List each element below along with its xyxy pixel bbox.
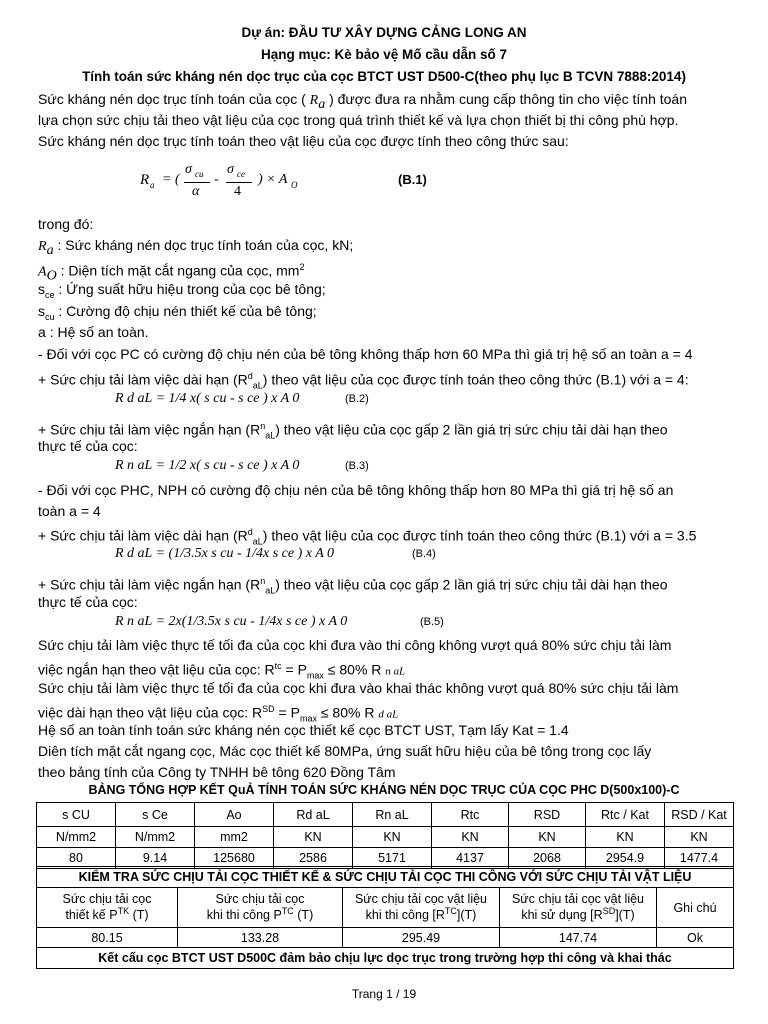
fraction-bar-1 [184,182,210,183]
phc-short-term-2: thực tế của cọc: [38,594,138,610]
hdr-scu: s CU [37,803,116,827]
table2-title: KIỂM TRA SỨC CHỊU TẢI CỌC THIẾT KẾ & SỨC CHỊU TẢI CỌC THI CÔNG VỚI SỨC CHỊU TẢI VẬT LIỆU [37,867,734,888]
eq-b4: R d aL = (1/3.5x s cu - 1/4x s ce ) x A 0 [115,546,335,561]
project-title: Dự án: ĐẦU TƯ XÂY DỰNG CẢNG LONG AN [241,25,527,40]
value-cell: 1477.4 [665,848,734,869]
conclusion-row: Kết cấu cọc BTCT UST D500C đảm bảo chịu lực dọc trục trong trường hợp thi công và khai thác [37,948,734,969]
calc-title: Tính toán sức kháng nén dọc trục của cọc BTCT UST D500-C(theo phụ lục B TCVN 7888:2014) [82,69,686,84]
unit-cell: KN [586,827,665,848]
eq-b5-tag: (B.5) [420,616,444,628]
where-label: trong đó: [38,216,94,232]
def-sce: $s_{ce}$ : Ứng suất hữu hiệu trong của cọc bê tông; [38,281,326,300]
hdr-sce: s Ce [116,803,195,827]
formula-tag: (B.1) [398,172,427,187]
unit-cell: KN [509,827,586,848]
limit-line-1: Sức chịu tải làm việc thực tế tối đa của cọc khi đưa vào thi công không vượt quá 80% sức chịu tải làm [38,637,672,653]
unit-cell: mm2 [195,827,274,848]
def-a: a : Hệ số an toàn. [38,324,149,340]
item-title: Hạng mục: Kè bảo vệ Mố cầu dẫn số 7 [260,47,508,62]
hdr-rtc: Rtc [432,803,509,827]
table1-title: BẢNG TỔNG HỢP KẾT QuẢ TÍNH TOÁN SỨC KHÁNG NÉN DỌC TRỤC CỦA CỌC PHC D(500x100)-C [88,783,680,797]
unit-cell: N/mm2 [116,827,195,848]
limit-line-4: việc dài hạn theo vật liệu của cọc: $R^{SD} = P_{max} \le 80\%$ R d aL [38,704,399,724]
formula-b1: R a = ( σ cu α - σ ce 4 ) × A O (B.1) [140,162,427,199]
limit-line-6: Diên tích mặt cắt ngang cọc, Mác cọc thiết kế 80MPa, ứng suất hữu hiệu của bê tông trong cọc lấy [38,743,652,759]
value-cell: 133.28 [178,928,343,948]
limit-line-2: việc ngắn hạn theo vật liệu của cọc: $R^{tc} = P_{max} \le 80\%$ R n aL [38,661,406,681]
pc-short-term: + Sức chịu tải làm việc ngắn hạn $(R^n_{aL})$ theo vật liệu của cọc gấp 2 lần giá trị sức chịu tải dài hạn theo [38,421,668,441]
limit-line-3: Sức chịu tải làm việc thực tế tối đa của cọc khi đưa vào khai thác không vượt quá 80% sức chịu tải làm [38,680,679,696]
hdr-rsd-kat: RSD / Kat [665,803,734,827]
pc-line: - Đối với cọc PC có cường độ chịu nén của bê tông không thấp hơn 60 MPa thì giá trị hệ số an toàn a = 4 [38,346,693,362]
value-cell: 147.74 [500,928,657,948]
intro-line-2: lựa chọn sức chịu tải theo vật liệu của cọc trong quá trình thiết kế và lựa chọn thiết bị thi công phù hợp. [38,112,679,128]
eq-b2: R d aL = 1/4 x( s cu - s ce ) x A 0 [115,391,300,406]
unit-cell: KN [274,827,353,848]
eq-b5: R n aL = 2x(1/3.5x s cu - 1/4x s ce ) x A 0 [115,614,348,629]
value-cell: 125680 [195,848,274,869]
pc-short-term-2: thực tế của cọc: [38,438,138,454]
page-number: Trang 1 / 19 [351,987,417,1001]
limit-line-7: theo bảng tính của Công ty TNHH bê tông 620 Đồng Tâm [38,764,396,780]
hdr-material-service: Sức chịu tải cọc vật liệu khi sử dụng $[R^{SD}](T)$ [500,888,657,928]
unit-cell: KN [432,827,509,848]
hdr-material-construction: Sức chịu tải cọc vật liệu khi thi công $[R^{TC}](T)$ [343,888,500,928]
fraction-bar-2 [226,182,252,183]
status-cell: Ok [657,928,734,948]
check-table [36,866,734,969]
hdr-rsd: RSD [509,803,586,827]
eq-b4-tag: (B.4) [412,548,436,560]
phc-line-2: toàn a = 4 [38,503,101,519]
phc-long-term: + Sức chịu tải làm việc dài hạn $(R^d_{aL})$ theo vật liệu của cọc được tính toán theo công thức (B.1) với a = 3.5 [38,527,697,547]
phc-short-term: + Sức chịu tải làm việc ngắn hạn $(R^n_{aL})$ theo vật liệu của cọc gấp 2 lần giá trị sức chịu tải dài hạn theo [38,576,668,596]
def-ra: $R_a$ : Sức kháng nén dọc trục tính toán của cọc, kN; [38,237,354,258]
def-scu: $s_{cu}$ : Cường độ chịu nén thiết kế của bê tông; [38,303,317,322]
unit-cell: KN [665,827,734,848]
unit-cell: KN [353,827,432,848]
hdr-construction-capacity: Sức chịu tải cọc khi thi công $P^{TC}$ (T) [178,888,343,928]
hdr-rnal: Rn aL [353,803,432,827]
unit-cell: N/mm2 [37,827,116,848]
pc-long-term: + Sức chịu tải làm việc dài hạn $(R^d_{aL})$ theo vật liệu của cọc được tính toán theo công thức (B.1) với a = 4: [38,371,689,391]
value-cell: 295.49 [343,928,500,948]
eq-b3-tag: (B.3) [345,460,369,472]
value-cell: 5171 [353,848,432,869]
intro-line-3: Sức kháng nén dọc trục tính toán theo vật liệu của cọc được tính theo công thức sau: [38,133,569,149]
hdr-design-capacity: Sức chịu tải cọc thiết kế $P^{TK}$ (T) [37,888,178,928]
limit-line-5: Hệ số an toàn tính toán sức kháng nén cọc thiết kế cọc BTCT UST, Tạm lấy Kat = 1.4 [38,722,569,738]
hdr-rtc-kat: Rtc / Kat [586,803,665,827]
eq-b3: R n aL = 1/2 x( s cu - s ce ) x A 0 [115,458,300,473]
value-cell: 2068 [509,848,586,869]
phc-line-1: - Đối với cọc PHC, NPH có cường độ chịu nén của bê tông không thấp hơn 80 MPa thì giá trị hệ số an [38,482,674,498]
intro-line-1: Sức kháng nén dọc trục tính toán của cọc ( $R_a$ ) được đưa ra nhằm cung cấp thông tin cho việc tính toán [38,91,688,112]
value-cell: 80 [37,848,116,869]
hdr-note: Ghi chú [657,888,734,928]
results-table [36,802,734,869]
value-cell: 9.14 [116,848,195,869]
eq-b2-tag: (B.2) [345,393,369,405]
hdr-ao: Ao [195,803,274,827]
value-cell: 80.15 [37,928,178,948]
value-cell: 2586 [274,848,353,869]
value-cell: 4137 [432,848,509,869]
def-ao: $A_O$ : Diện tích mặt cắt ngang của cọc, $mm^2$ [38,262,305,284]
value-cell: 2954.9 [586,848,665,869]
hdr-rdal: Rd aL [274,803,353,827]
